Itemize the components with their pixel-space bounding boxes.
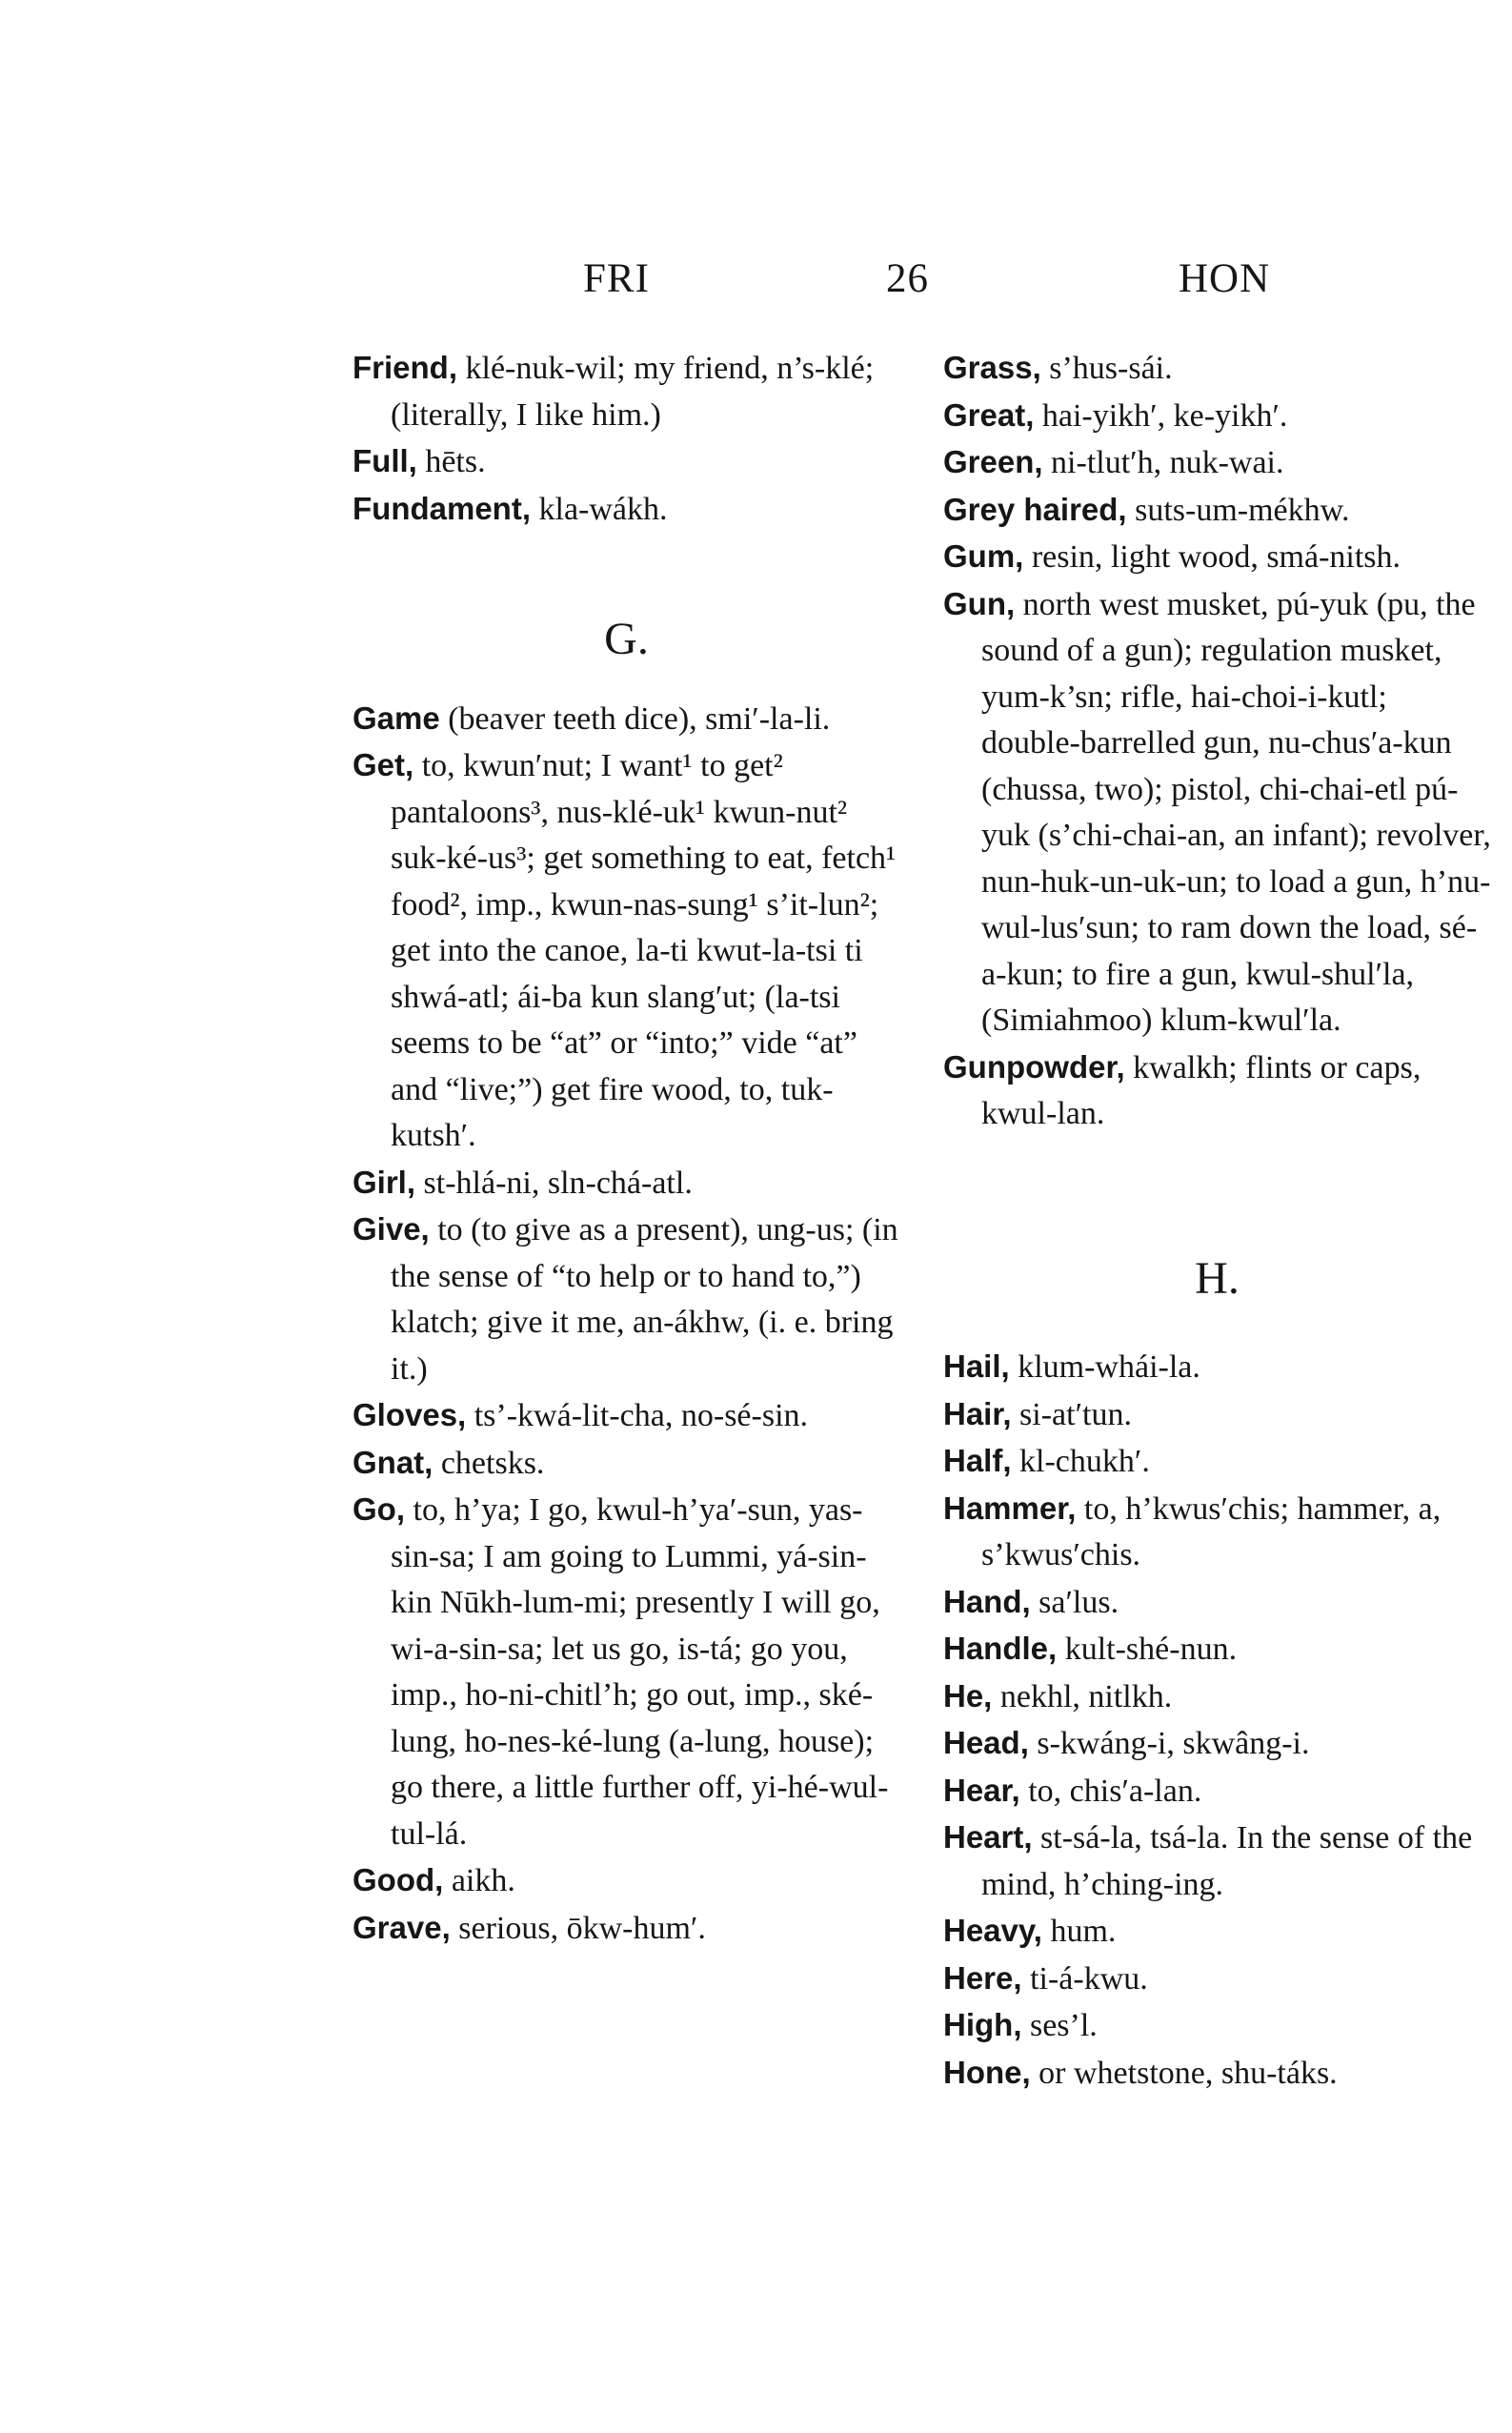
dictionary-entry — [943, 1438, 1491, 1486]
dictionary-entry — [943, 1815, 1491, 1908]
dictionary-entry — [943, 534, 1491, 581]
dictionary-entry — [353, 1440, 900, 1488]
dictionary-entry — [943, 1486, 1491, 1579]
definition: hēts. — [416, 444, 486, 479]
definition: kwalkh; flints or caps, kwul-lan. — [981, 1049, 1421, 1131]
dictionary-entry — [943, 1768, 1491, 1815]
headword: Game — [353, 699, 440, 736]
headword: Hammer, — [943, 1490, 1077, 1526]
right-column — [943, 345, 1491, 2097]
headword: He, — [943, 1677, 993, 1713]
headword: Go, — [353, 1491, 405, 1527]
headword: Half, — [943, 1443, 1012, 1478]
headword: Hear, — [943, 1772, 1020, 1808]
dictionary-entry — [943, 1044, 1491, 1138]
headword: Full, — [353, 443, 417, 478]
headword: Gloves, — [353, 1397, 467, 1432]
dictionary-entry — [943, 393, 1491, 440]
dictionary-entry — [353, 486, 900, 534]
dictionary-entry — [943, 1956, 1491, 2003]
definition: st-hlá-ni, sln-chá-atl. — [415, 1165, 693, 1201]
definition: suts-um-mékhw. — [1126, 492, 1350, 528]
definition: kla-wákh. — [531, 491, 668, 527]
section-letter-g: G. — [604, 614, 649, 664]
dictionary-entry — [943, 1626, 1491, 1673]
definition: to, kwun′nut; I want¹ to get² pantaloons³, nus-klé-uk¹ kwun-nut² suk-ké-us³; get something to eat, fetch¹ food², imp., kwun-nas-sung¹ s’it-lun²; get into the canoe, la-ti kwut-la-tsi ti shwá-atl; ái-ba kun slang′ut; (la-tsi seems to be “at” or “into;” vide “at” and “live;”) get fire wood, to, tuk-kutsh′. — [391, 748, 897, 1153]
definition: klum-whái-la. — [1009, 1349, 1200, 1385]
headword: High, — [943, 2007, 1022, 2042]
headword: Girl, — [353, 1164, 416, 1200]
headword: Heart, — [943, 1819, 1033, 1855]
dictionary-entry — [943, 1908, 1491, 1956]
headword: Grave, — [353, 1909, 451, 1945]
definition: to (to give as a present), ung-us; (in the sense of “to help or to hand to,”) klatch; give it me, an-ákhw, (i. e. bring it.) — [391, 1212, 898, 1387]
dictionary-entry — [353, 696, 900, 743]
headword: Here, — [943, 1959, 1022, 1996]
headword: Grass, — [943, 350, 1041, 385]
definition: si-at′tun. — [1011, 1396, 1132, 1432]
definition: serious, ōkw-hum′. — [450, 1910, 706, 1946]
headword: Gun, — [943, 585, 1016, 621]
dictionary-entry — [353, 1857, 900, 1905]
dictionary-entry — [353, 1206, 900, 1392]
headword: Gnat, — [353, 1444, 433, 1480]
dictionary-entry — [353, 1905, 900, 1953]
left-column — [353, 345, 900, 1952]
dictionary-entry — [943, 2002, 1491, 2050]
headword: Green, — [943, 444, 1043, 479]
definition: nekhl, nitlkh. — [992, 1678, 1173, 1714]
headword: Fundament, — [353, 490, 531, 526]
headword: Heavy, — [943, 1913, 1042, 1948]
dictionary-entry — [353, 1392, 900, 1440]
headword: Give, — [353, 1211, 430, 1247]
definition: kl-chukh′. — [1011, 1444, 1150, 1479]
headword: Handle, — [943, 1631, 1058, 1666]
definition: sa′lus. — [1030, 1584, 1119, 1620]
definition: st-sá-la, tsá-la. In the sense of the mind, h’ching-ing. — [981, 1820, 1473, 1902]
dictionary-entry — [943, 2050, 1491, 2098]
dictionary-entry — [943, 1673, 1491, 1721]
dictionary-entry — [353, 742, 900, 1160]
dictionary-entry — [353, 345, 900, 438]
dictionary-entry — [943, 439, 1491, 487]
headword: Get, — [353, 747, 414, 782]
section-letter-h: H. — [1195, 1252, 1240, 1304]
definition: resin, light wood, smá-nitsh. — [1023, 539, 1401, 575]
dictionary-entry — [943, 1720, 1491, 1768]
dictionary-entry — [943, 487, 1491, 535]
dictionary-entry — [353, 1487, 900, 1857]
definition: kult-shé-nun. — [1057, 1632, 1238, 1667]
definition: ti-á-kwu. — [1021, 1960, 1148, 1997]
headword: Hair, — [943, 1395, 1012, 1431]
headword: Hone, — [943, 2054, 1031, 2090]
headword: Gum, — [943, 538, 1024, 574]
definition: ses’l. — [1021, 2008, 1098, 2043]
headword: Hand, — [943, 1583, 1031, 1619]
headword: Hail, — [943, 1348, 1010, 1384]
definition: (beaver teeth dice), smi′-la-li. — [439, 700, 831, 737]
definition: ni-tlut′h, nuk-wai. — [1042, 445, 1284, 480]
headword: Head, — [943, 1725, 1029, 1760]
definition: to, chis′a-lan. — [1019, 1773, 1202, 1809]
dictionary-entry — [943, 581, 1491, 1044]
definition: hai-yikh′, ke-yikh′. — [1034, 397, 1288, 434]
running-header-right: HON — [1179, 256, 1271, 301]
definition: hum. — [1041, 1914, 1117, 1949]
dictionary-entry — [353, 438, 900, 486]
headword: Friend, — [353, 350, 458, 385]
page-number: 26 — [886, 256, 929, 301]
headword: Gunpowder, — [943, 1048, 1125, 1085]
headword: Good, — [353, 1862, 444, 1897]
dictionary-entry — [943, 1344, 1491, 1391]
definition: or whetstone, shu-táks. — [1030, 2055, 1338, 2091]
definition: north west musket, pú-yuk (pu, the sound of a gun); regulation musket, yum-k’sn; rifle, hai-choi-i-kutl; double-barrelled gun, nu-chus′a-kun (chussa, two); pistol, chi-chai-etl pú-yuk (s’chi-chai-an, an infant); revolver, nun-huk-un-uk-un; to load a gun, h’nu-wul-lus′sun; to ram down the load, sé-a-kun; to fire a gun, kwul-shul′la, (Simiahmoo) klum-kwul′la. — [981, 586, 1491, 1038]
dictionary-entry — [943, 345, 1491, 393]
definition: to, h’ya; I go, kwul-h’ya′-sun, yas-sin-sa; I am going to Lummi, yá-sin-kin Nūkh-lum-mi; presently I will go, wi-a-sin-sa; let us go, is-tá; go you, imp., ho-ni-chitl’h; go out, imp., ské-lung, ho-nes-ké-lung (a-lung, house); go there, a little further off, yi-hé-wul-tul-lá. — [391, 1492, 889, 1852]
definition: aikh. — [443, 1863, 515, 1898]
definition: ts’-kwá-lit-cha, no-sé-sin. — [466, 1398, 809, 1433]
definition: klé-nuk-wil; my friend, n’s-klé; (literally, I like him.) — [391, 351, 875, 433]
running-header-left: FRI — [583, 256, 650, 301]
definition: to, h’kwus′chis; hammer, a, s’kwus′chis. — [981, 1490, 1441, 1572]
definition: chetsks. — [433, 1445, 545, 1481]
definition: s-kwáng-i, skwâng-i. — [1028, 1726, 1310, 1761]
dictionary-entry — [943, 1391, 1491, 1439]
dictionary-entry — [353, 1160, 900, 1207]
headword: Grey haired, — [943, 491, 1127, 527]
headword: Great, — [943, 396, 1035, 433]
definition: s’hus-sái. — [1040, 351, 1173, 386]
dictionary-entry — [943, 1579, 1491, 1627]
